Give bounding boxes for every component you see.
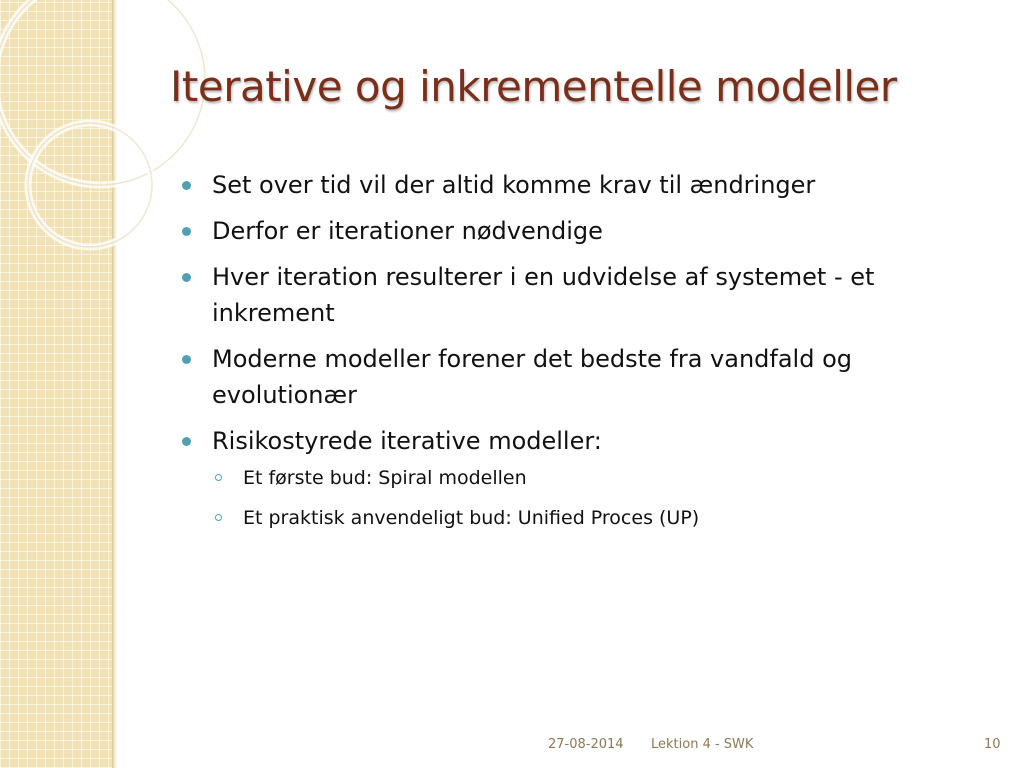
bullet-text: Hver iteration resulterer i en udvidelse af systemet - et inkrement <box>212 263 875 327</box>
sub-bullet-item <box>212 501 982 535</box>
bullet-dot-icon <box>182 181 191 190</box>
footer-date: 27-08-2014 <box>548 737 624 752</box>
bullet-dot-icon <box>182 273 191 282</box>
bullet-item <box>182 259 982 331</box>
bullet-text: Set over tid vil der altid komme krav til ændringer <box>212 171 816 199</box>
sub-bullet-text: Et praktisk anvendeligt bud: Unified Proces (UP) <box>243 507 700 529</box>
sub-bullet-text: Et første bud: Spiral modellen <box>243 467 527 489</box>
bullet-dot-icon <box>182 227 191 236</box>
bullet-text: Derfor er iterationer nødvendige <box>212 217 603 245</box>
bullet-item <box>182 423 982 535</box>
footer-text: Lektion 4 - SWK <box>651 737 754 752</box>
bullet-dot-icon <box>182 355 191 364</box>
bullet-text: Risikostyrede iterative modeller: <box>212 427 602 455</box>
sub-bullet-ring-icon <box>215 514 222 521</box>
sub-bullet-ring-icon <box>215 474 222 481</box>
slide-number: 10 <box>984 737 1001 752</box>
bullet-item <box>182 167 982 203</box>
bullet-item <box>182 213 982 249</box>
bullet-item <box>182 341 982 413</box>
slide-title: Iterative og inkrementelle modeller <box>170 62 897 111</box>
bullet-dot-icon <box>182 437 191 446</box>
bullet-list <box>182 167 982 545</box>
sub-bullet-item <box>212 461 982 495</box>
bullet-text: Moderne modeller forener det bedste fra vandfald og evolutionær <box>212 345 853 409</box>
sub-bullet-list <box>212 461 982 535</box>
